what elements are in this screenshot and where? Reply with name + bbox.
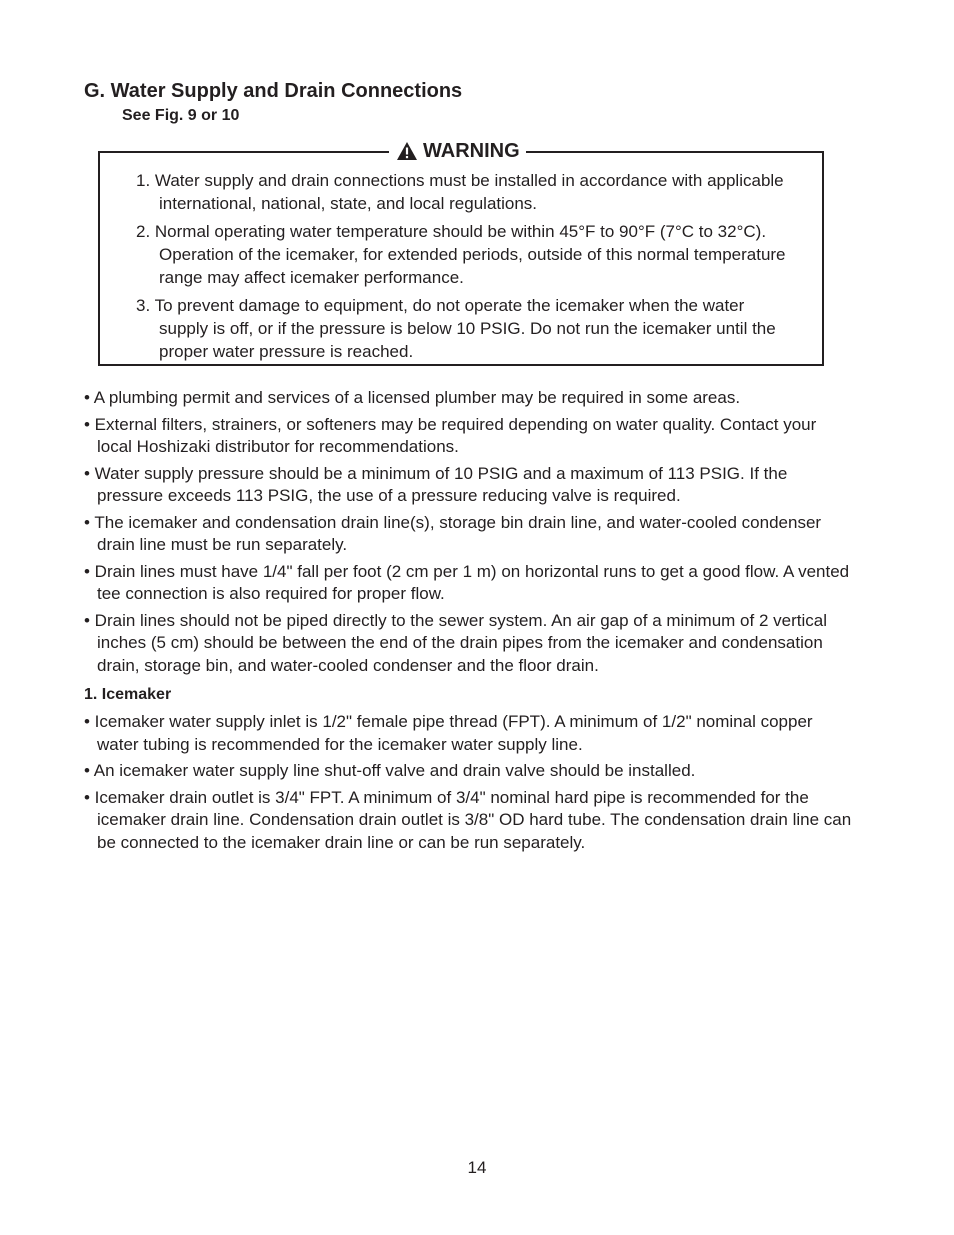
list-item: • Drain lines must have 1/4" fall per foot (2 cm per 1 m) on horizontal runs to get a good flow. A vented tee connection is also required for proper flow.	[84, 561, 850, 603]
list-item: • Icemaker drain outlet is 3/4" FPT. A minimum of 3/4" nominal hard pipe is recommended for the icemaker drain line. Condensation drain outlet is 3/8" OD hard tube. The condensation drain line can be connected to the icemaker drain line or can be run separately.	[84, 787, 852, 852]
page-number: 14	[467, 1158, 487, 1177]
list-item: • Water supply pressure should be a minimum of 10 PSIG and a maximum of 113 PSIG. If the pressure exceeds 113 PSIG, the use of a pressure reducing valve is required.	[84, 463, 788, 505]
warning-item: 1. Water supply and drain connections must be installed in accordance with applicable international, national, state, and local regulations.	[136, 171, 784, 213]
section-title: G. Water Supply and Drain Connections	[84, 80, 463, 102]
warning-list	[136, 169, 796, 368]
warning-item: 3. To prevent damage to equipment, do not operate the icemaker when the water supply is off, or if the pressure is below 10 PSIG. Do not run the icemaker until the proper water pressure is reached.	[136, 296, 776, 361]
warning-item: 2. Normal operating water temperature should be within 45°F to 90°F (7°C to 32°C). Operation of the icemaker, for extended periods, outside of this normal temperature range may affect icemaker performance.	[136, 222, 786, 287]
list-item: • Icemaker water supply inlet is 1/2" female pipe thread (FPT). A minimum of 1/2" nominal copper water tubing is recommended for the icemaker water supply line.	[84, 712, 813, 754]
figure-reference: See Fig. 9 or 10	[122, 107, 240, 124]
icemaker-heading: 1. Icemaker	[84, 686, 172, 703]
warning-triangle-icon	[396, 141, 418, 161]
warning-label: WARNING	[423, 140, 520, 162]
general-requirements-list	[84, 387, 854, 681]
list-item: • External filters, strainers, or softeners may be required depending on water quality. Contact your local Hoshizaki distributor for recommendations.	[84, 414, 817, 456]
list-item: • A plumbing permit and services of a licensed plumber may be required in some areas.	[84, 388, 741, 407]
list-item: • The icemaker and condensation drain line(s), storage bin drain line, and water-cooled condenser drain line must be run separately.	[84, 512, 822, 554]
list-item: • An icemaker water supply line shut-off valve and drain valve should be installed.	[84, 761, 696, 780]
icemaker-list	[84, 711, 854, 858]
list-item: • Drain lines should not be piped directly to the sewer system. An air gap of a minimum of 2 vertical inches (5 cm) should be between the end of the drain pipes from the icemaker and condensation drain, storage bin, and water-cooled condenser and the floor drain.	[84, 610, 827, 675]
warning-header	[389, 139, 526, 163]
